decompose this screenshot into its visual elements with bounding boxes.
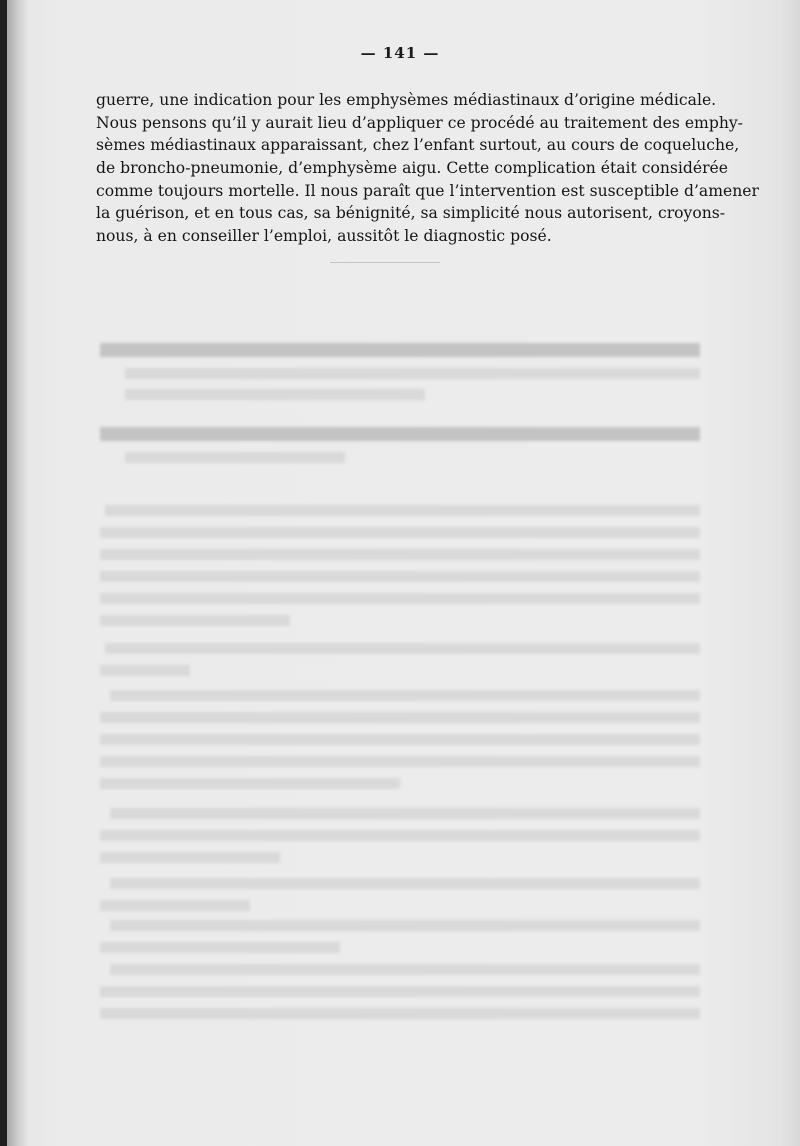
scan-gutter-shadow xyxy=(7,0,29,1146)
page-number: — 141 — xyxy=(360,44,440,62)
text-line: Nous pensons qu’il y aurait lieu d’appliquer ce procédé au traitement des emphy- xyxy=(96,113,743,132)
text-line: de broncho-pneumonie, d’emphysème aigu. Cette complication était considérée xyxy=(96,159,729,178)
text-line: la guérison, et en tous cas, sa bénignité, sa simplicité nous autorisent, croyons- xyxy=(96,204,726,223)
text-line: sèmes médiastinaux apparaissant, chez l’enfant surtout, au cours de coqueluche, xyxy=(96,136,740,155)
scan-binding-edge xyxy=(0,0,7,1146)
text-line: guerre, une indication pour les emphysèmes médiastinaux d’origine médicale. xyxy=(96,91,717,109)
text-line: comme toujours mortelle. Il nous paraît que l’intervention est susceptible d’amener xyxy=(96,181,759,200)
body-paragraph xyxy=(96,89,759,248)
text-line: nous, à en conseiller l’emploi, aussitôt le diagnostic posé. xyxy=(96,227,552,246)
